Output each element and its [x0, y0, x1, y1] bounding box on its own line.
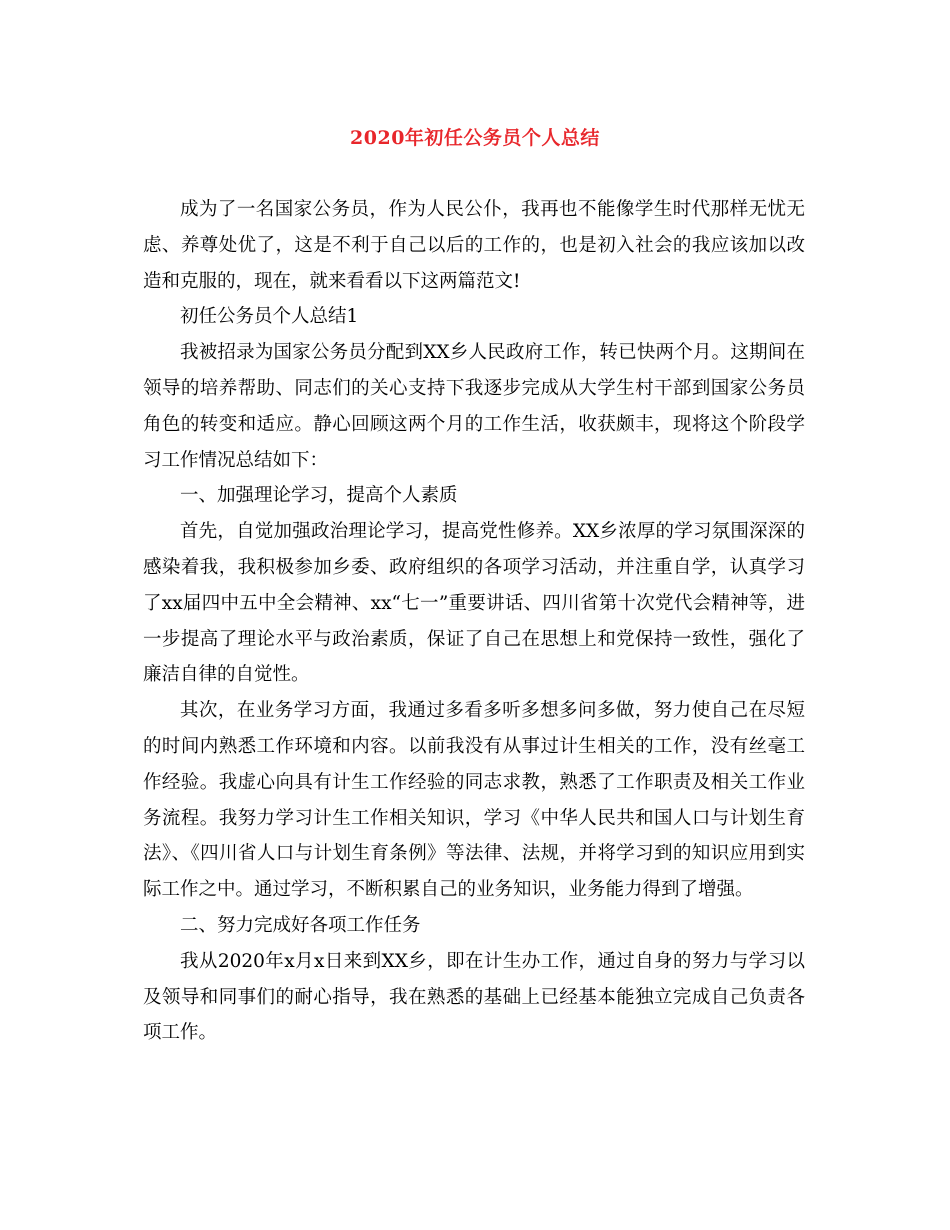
document-body: [143, 192, 805, 1051]
paragraph-intro: 成为了一名国家公务员，作为人民公仆，我再也不能像学生时代那样无忧无虑、养尊处优了，这是不利于自己以后的工作的，也是初入社会的我应该加以改造和克服的，现在，就来看看以下这两篇范文!: [143, 199, 805, 292]
paragraph-background: 我被招录为国家公务员分配到XX乡人民政府工作，转已快两个月。这期间在领导的培养帮助、同志们的关心支持下我逐步完成从大学生村干部到国家公务员角色的转变和适应。静心回顾这两个月的工作生活，收获颇丰，现将这个阶段学习工作情况总结如下：: [143, 342, 805, 471]
paragraph-business-study: 其次，在业务学习方面，我通过多看多听多想多问多做，努力使自己在尽短的时间内熟悉工作环境和内容。以前我没有从事过计生相关的工作，没有丝毫工作经验。我虚心向具有计生工作经验的同志求教，熟悉了工作职责及相关工作业务流程。我努力学习计生工作相关知识，学习《中华人民共和国人口与计划生育法》、《四川省人口与计划生育条例》等法律、法规，并将学习到的知识应用到实际工作之中。通过学习，不断积累自己的业务知识，业务能力得到了增强。: [143, 700, 805, 901]
paragraph-work-tasks: 我从2020年x月x日来到XX乡，即在计生办工作，通过自身的努力与学习以及领导和同事们的耐心指导，我在熟悉的基础上已经基本能独立完成自己负责各项工作。: [143, 950, 805, 1044]
section-heading-theory-study: 一、加强理论学习，提高个人素质: [180, 485, 458, 507]
section-heading-work-tasks: 二、努力完成好各项工作任务: [180, 914, 421, 936]
paragraph-political-study: 首先，自觉加强政治理论学习，提高党性修养。XX乡浓厚的学习氛围深深的感染着我，我积极参加乡委、政府组织的各项学习活动，并注重自学，认真学习了xx届四中五中全会精神、xx“七一”重要讲话、四川省第十次党代会精神等，进一步提高了理论水平与政治素质，保证了自己在思想上和党保持一致性，强化了廉洁自律的自觉性。: [143, 521, 805, 686]
document-title: 2020年初任公务员个人总结: [350, 127, 600, 149]
section-heading-summary-1: 初任公务员个人总结1: [180, 306, 359, 328]
